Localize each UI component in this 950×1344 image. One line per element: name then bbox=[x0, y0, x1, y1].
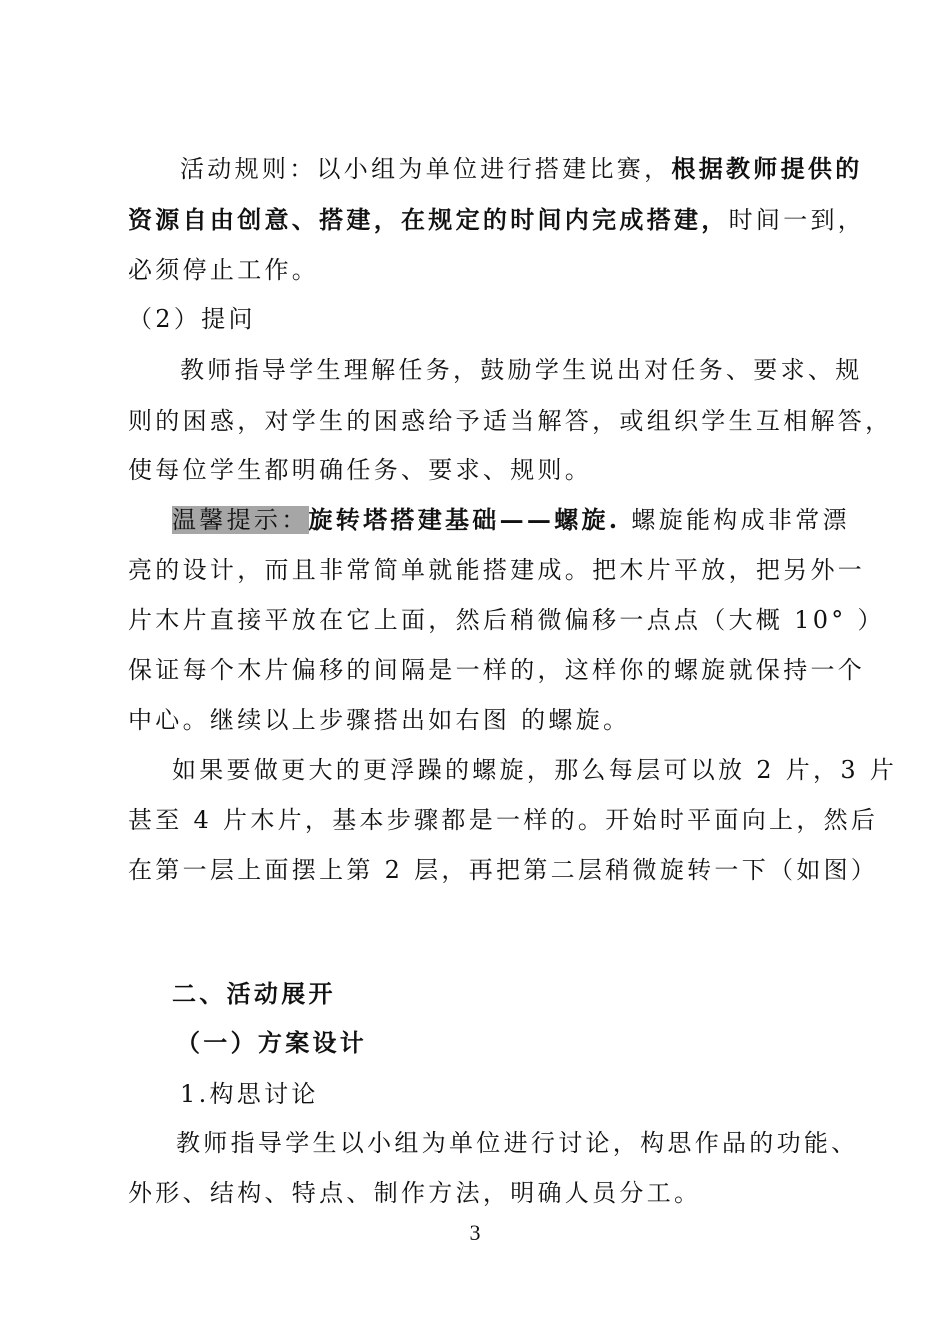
tip-line-2: 亮的设计，而且非常简单就能搭建成。把木片平放，把另外一 bbox=[128, 556, 866, 584]
rules-line-2-c: 时间一到， bbox=[728, 206, 866, 234]
question-line-1: 教师指导学生理解任务，鼓励学生说出对任务、要求、规 bbox=[180, 356, 863, 384]
question-heading: （2）提问 bbox=[128, 305, 256, 333]
discussion-line-2: 外形、结构、特点、制作方法，明确人员分工。 bbox=[128, 1179, 702, 1207]
bigger-line-1: 如果要做更大的更浮躁的螺旋，那么每层可以放 2 片，3 片 bbox=[172, 756, 898, 784]
question-line-3: 使每位学生都明确任务、要求、规则。 bbox=[128, 456, 593, 484]
tip-label: 温馨提示： bbox=[172, 506, 309, 534]
rules-line-3: 必须停止工作。 bbox=[128, 256, 320, 284]
rules-line-2-a: 资源自由创意、搭建， bbox=[128, 205, 401, 234]
rules-line-2 bbox=[128, 203, 865, 237]
tip-line-5: 中心。继续以上步骤搭出如右图 的螺旋。 bbox=[128, 706, 631, 734]
bigger-line-2: 甚至 4 片木片，基本步骤都是一样的。开始时平面向上，然后 bbox=[128, 806, 879, 834]
question-line-2: 则的困惑，对学生的困惑给予适当解答，或组织学生互相解答， bbox=[128, 407, 893, 435]
tip-line-1-rest: 螺旋能构成非常漂 bbox=[620, 506, 850, 534]
rules-line-1-b: 根据教师提供的 bbox=[671, 154, 863, 183]
rules-line-1 bbox=[180, 152, 863, 186]
page-number: 3 bbox=[469, 1220, 481, 1245]
bigger-line-3: 在第一层上面摆上第 2 层，再把第二层稍微旋转一下（如图） bbox=[128, 856, 879, 884]
tip-line-1 bbox=[172, 503, 850, 537]
rules-line-2-b: 在规定的时间内完成搭建， bbox=[401, 205, 729, 234]
tip-title: 旋转塔搭建基础——螺旋. bbox=[308, 505, 621, 534]
tip-line-4: 保证每个木片偏移的间隔是一样的，这样你的螺旋就保持一个 bbox=[128, 656, 866, 684]
discussion-line-1: 教师指导学生以小组为单位进行讨论，构思作品的功能、 bbox=[176, 1129, 859, 1157]
item-heading: 1.构思讨论 bbox=[180, 1080, 319, 1108]
section-heading: 二、活动展开 bbox=[172, 979, 336, 1008]
rules-line-1-a: 活动规则：以小组为单位进行搭建比赛， bbox=[180, 155, 672, 183]
sub-heading: （一）方案设计 bbox=[176, 1028, 368, 1057]
tip-line-3: 片木片直接平放在它上面，然后稍微偏移一点点（大概 10° ） bbox=[128, 606, 885, 634]
